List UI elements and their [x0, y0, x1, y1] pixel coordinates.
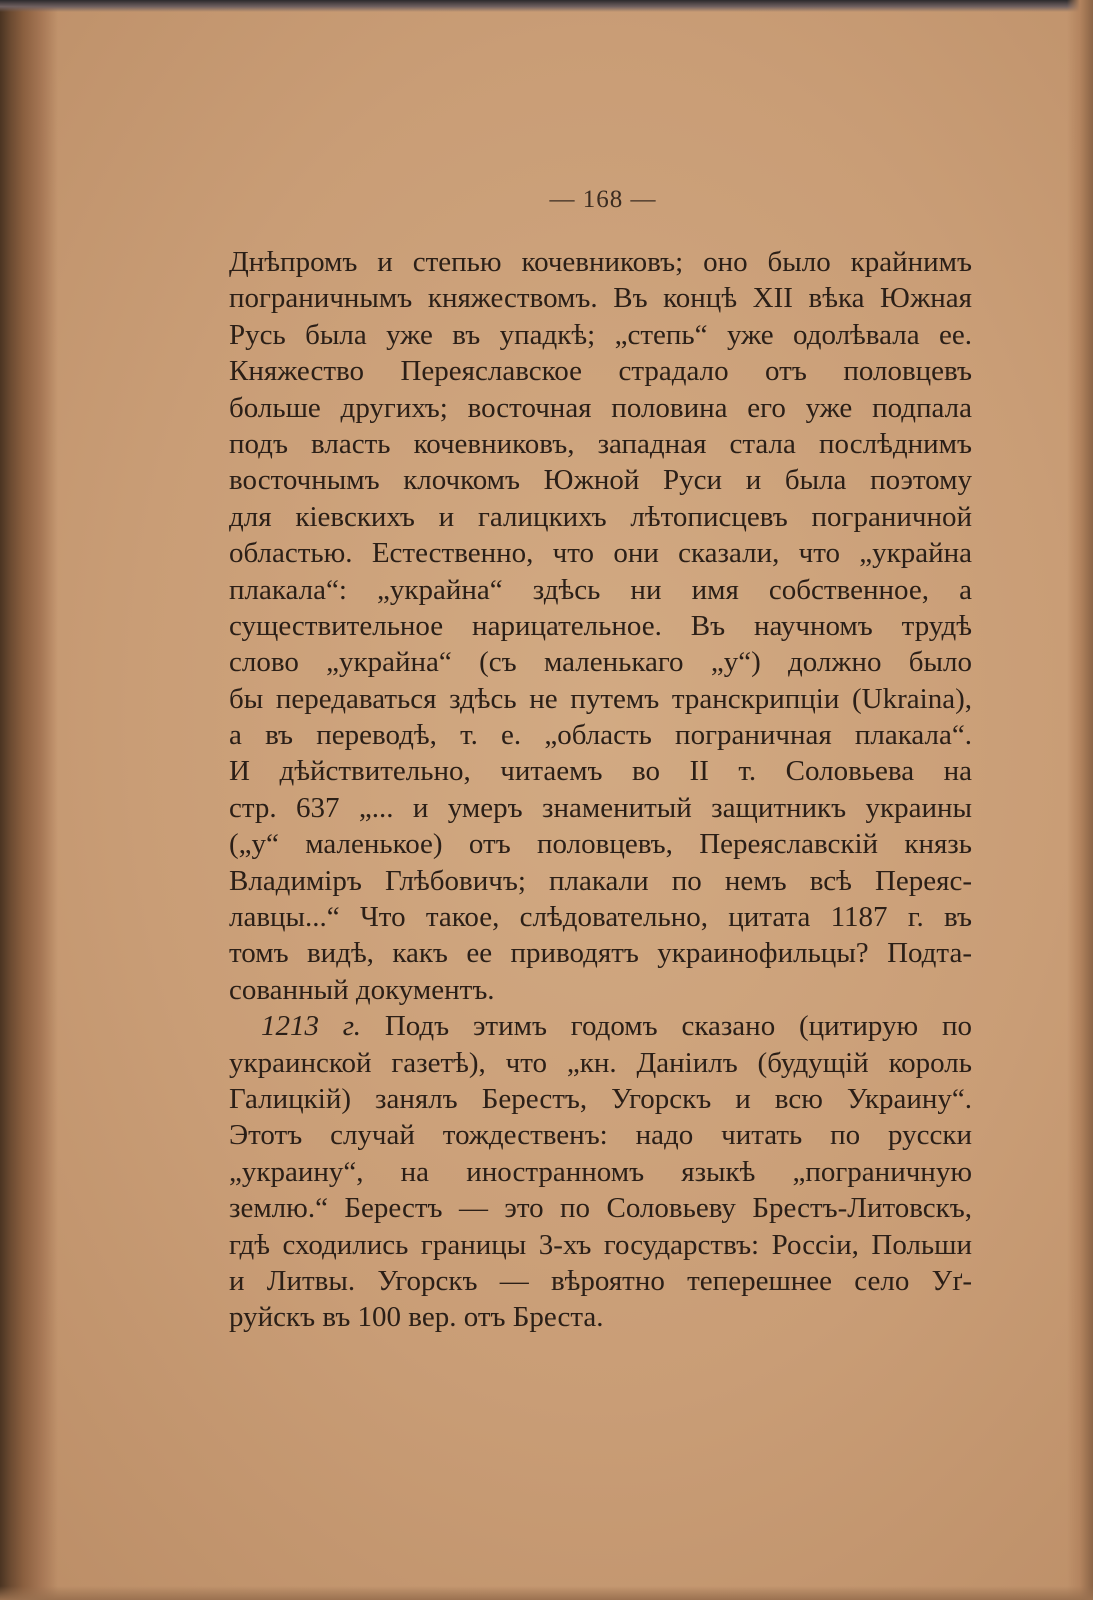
text-line-rest: Подъ этимъ годомъ сказано (цитирую по	[384, 1010, 972, 1043]
body-text	[229, 244, 972, 1336]
text-line: областью. Естественно, что они сказали, что „украйна	[229, 537, 972, 570]
text-line: украинской газетѣ), что „кн. Даніилъ (будущій король	[229, 1046, 972, 1079]
text-line: руйскъ въ 100 вер. отъ Бреста.	[229, 1301, 604, 1334]
text-line: Днѣпромъ и степью кочевниковъ; оно было крайнимъ	[229, 246, 972, 278]
page-top-edge	[0, 0, 1093, 12]
text-line: Княжество Переяславское страдало отъ половцевъ	[229, 355, 972, 388]
page-bottom-edge	[0, 1586, 1093, 1600]
page-number: — 168 —	[549, 186, 657, 213]
text-line: И дѣйствительно, читаемъ во II т. Соловьева на	[229, 755, 972, 788]
text-line: Владиміръ Глѣбовичъ; плакали по немъ всѣ Переяс-	[229, 864, 972, 897]
paragraph-2	[229, 1008, 972, 1336]
text-line: землю.“ Берестъ — это по Соловьеву Брестъ-Литовскъ,	[229, 1192, 972, 1225]
text-line: и Литвы. Угорскъ — вѣроятно теперешнее село Уґ-	[229, 1264, 972, 1297]
text-line: гдѣ сходились границы 3-хъ государствъ: Россіи, Польши	[229, 1228, 972, 1261]
text-line: пограничнымъ княжествомъ. Въ концѣ XII вѣка Южная	[229, 282, 972, 315]
text-line: бы передаваться здѣсь не путемъ транскрипціи (Ukraina),	[229, 682, 972, 715]
text-line: стр. 637 „... и умеръ знаменитый защитникъ украины	[229, 791, 972, 824]
text-line: подъ власть кочевниковъ, западная стала послѣднимъ	[229, 427, 972, 460]
text-line: существительное нарицательное. Въ научномъ трудѣ	[229, 609, 972, 642]
text-line: лавцы...“ Что такое, слѣдовательно, цитата 1187 г. въ	[229, 901, 972, 934]
text-line: Этотъ случай тождественъ: надо читать по русски	[229, 1119, 972, 1152]
text-line: Русь была уже въ упадкѣ; „степь“ уже одолѣвала ее.	[229, 318, 972, 351]
text-line: томъ видѣ, какъ ее приводятъ украинофильцы? Подта-	[229, 937, 972, 970]
text-line: сованный документъ.	[229, 973, 495, 1006]
paragraph-1	[229, 244, 972, 1008]
text-line: для кіевскихъ и галицкихъ лѣтописцевъ пограничной	[229, 500, 972, 533]
page-right-edge	[1067, 0, 1093, 1600]
year-heading: 1213 г.	[261, 1010, 361, 1043]
text-line: „украину“, на иностранномъ языкѣ „пограничную	[229, 1155, 972, 1188]
text-line: („у“ маленькое) отъ половцевъ, Переяславскій князь	[229, 828, 972, 861]
text-line: а въ переводѣ, т. е. „область пограничная плакала“.	[229, 719, 972, 752]
text-line: Галицкій) занялъ Берестъ, Угорскъ и всю Украину“.	[229, 1082, 972, 1115]
text-line-with-year	[229, 1008, 972, 1044]
text-line: слово „украйна“ (съ маленькаго „у“) должно было	[229, 646, 972, 679]
text-line: восточнымъ клочкомъ Южной Руси и была поэтому	[229, 464, 972, 497]
text-line: больше другихъ; восточная половина его уже подпала	[229, 391, 972, 424]
page-binding-shadow	[0, 0, 58, 1600]
text-line: плакала“: „украйна“ здѣсь ни имя собственное, а	[229, 573, 972, 606]
